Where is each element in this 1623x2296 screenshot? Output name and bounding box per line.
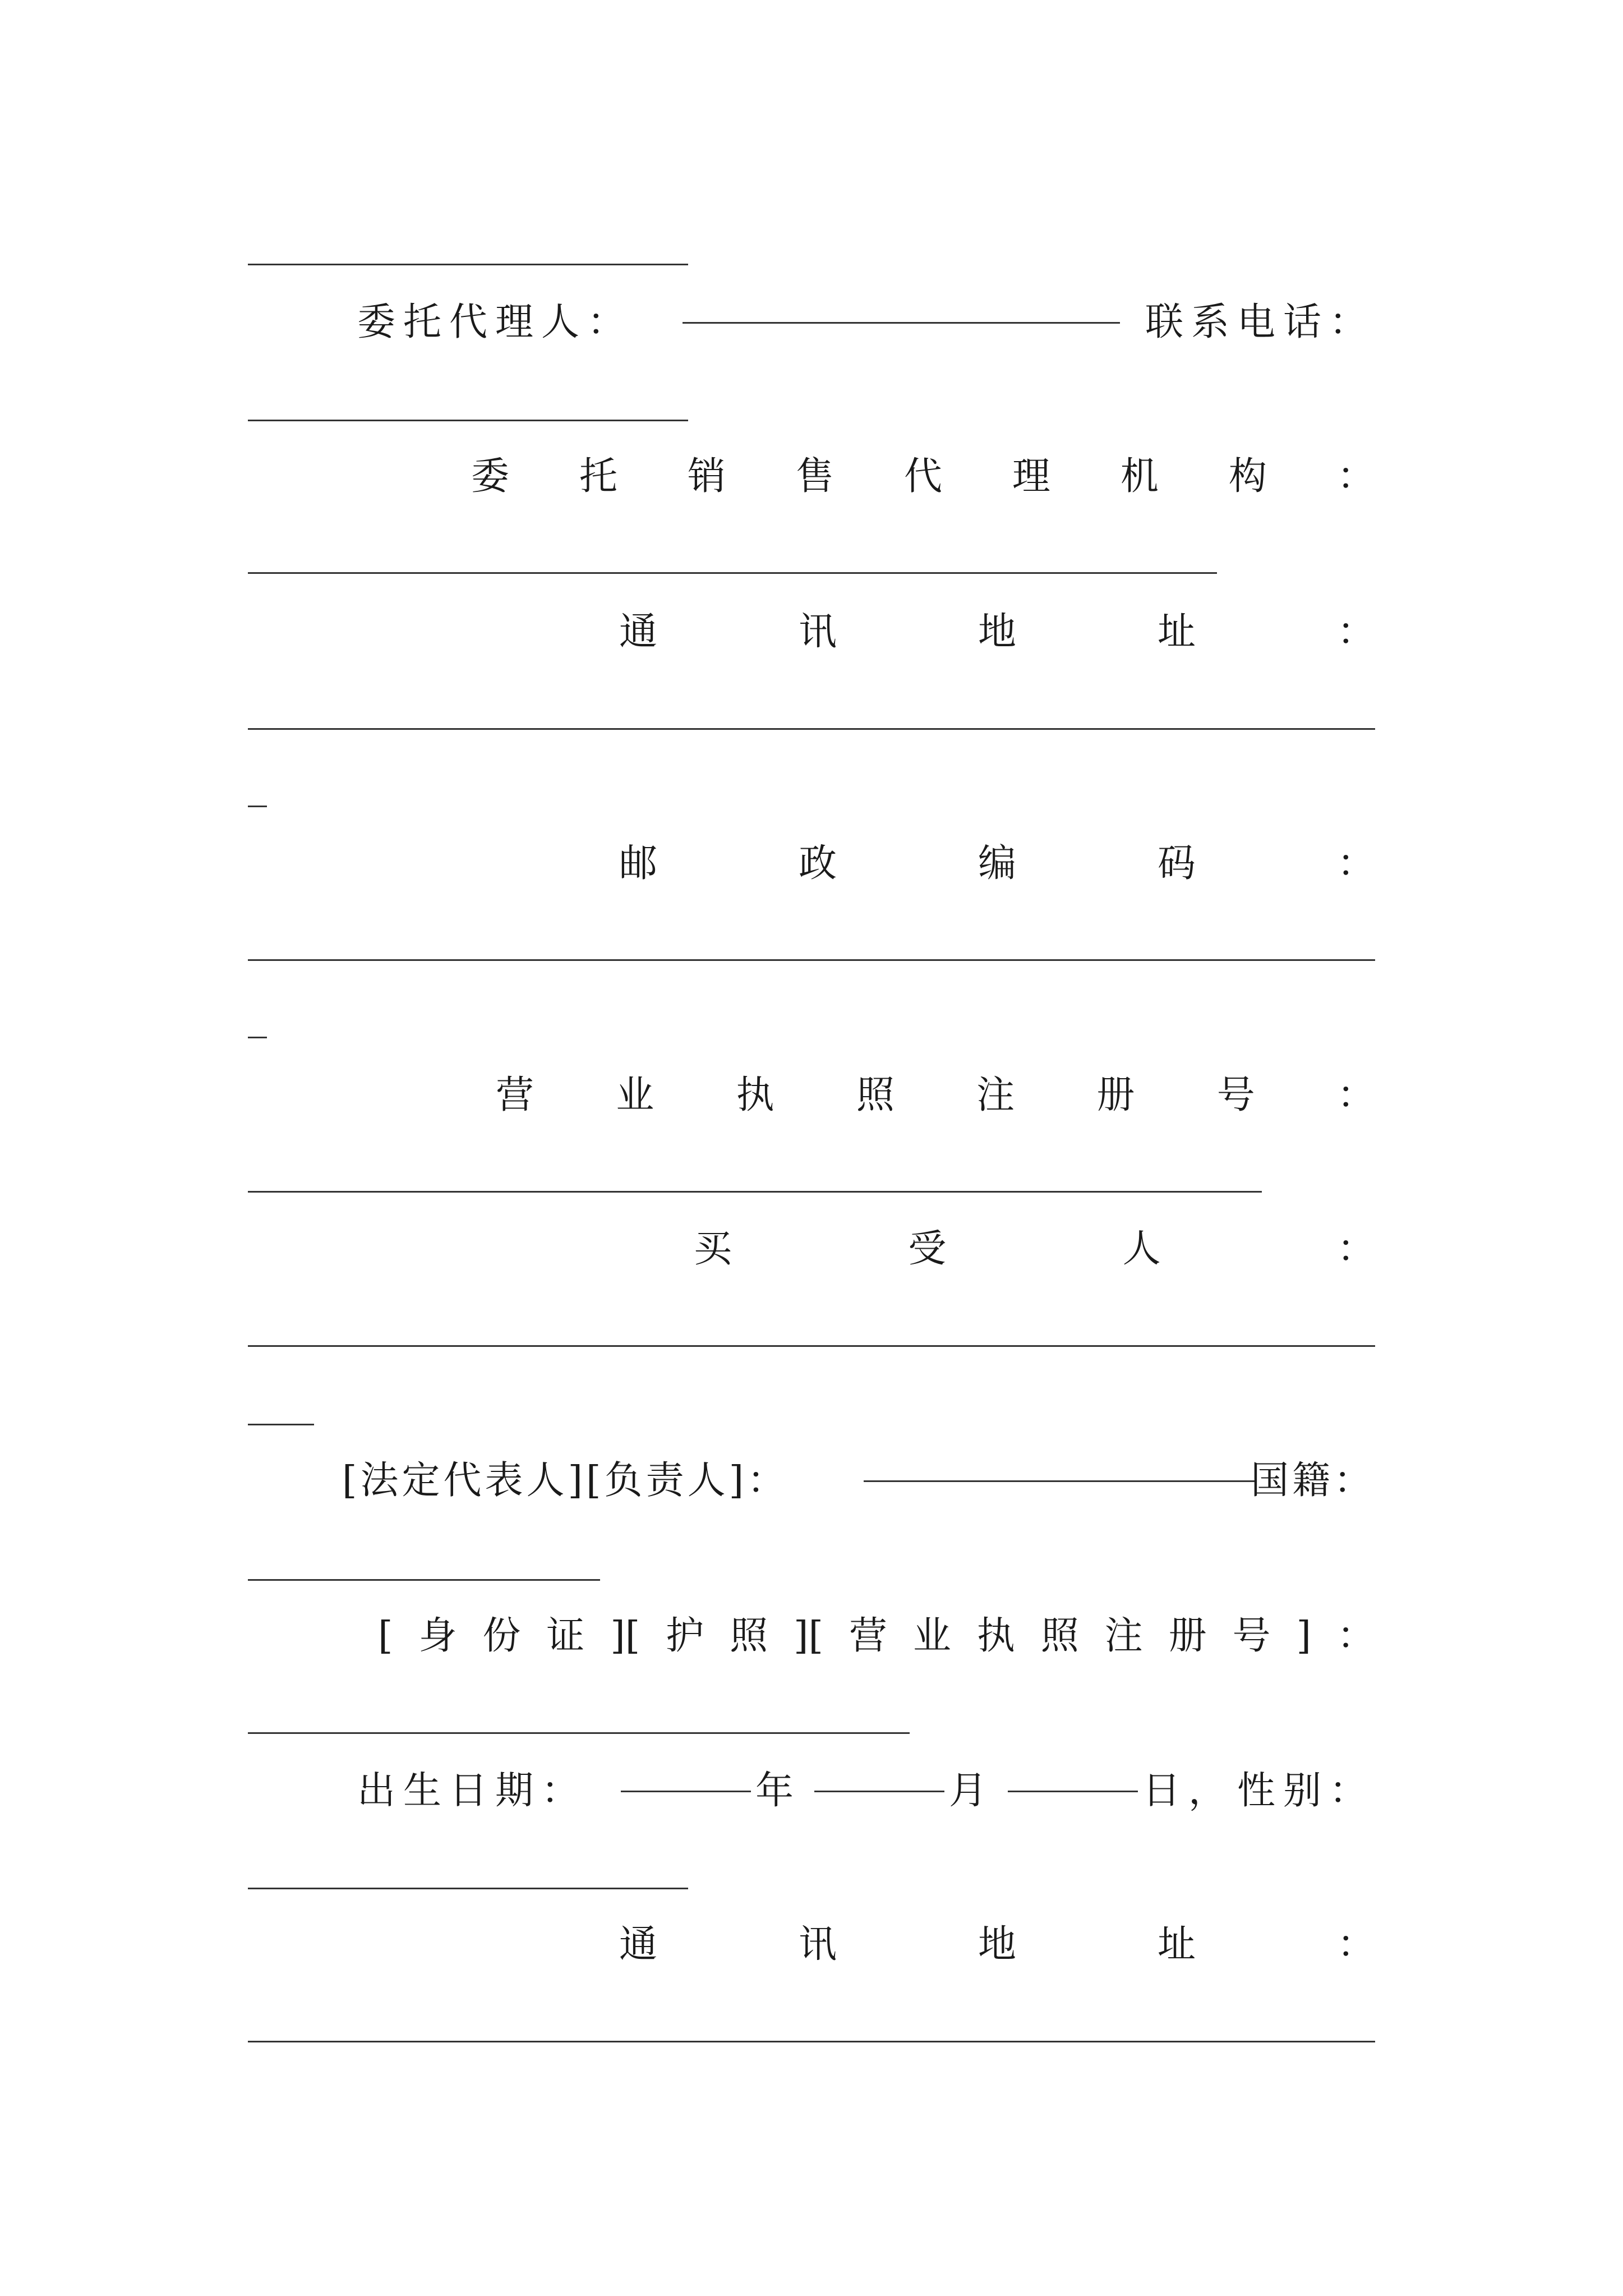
legal-rep-label: [法定代表人][负责人]： bbox=[342, 1458, 789, 1503]
license-number-label bbox=[496, 1065, 1375, 1126]
label-char: 讯 bbox=[798, 1922, 837, 1967]
blank-line bbox=[248, 2041, 1375, 2042]
label-char: 机 bbox=[1120, 454, 1159, 499]
birth-date-label: 出生日期： bbox=[357, 1769, 588, 1813]
label-char: 身 bbox=[418, 1614, 457, 1658]
buyer-label bbox=[694, 1218, 1375, 1280]
label-char: 代 bbox=[903, 454, 942, 499]
address-label bbox=[619, 601, 1375, 663]
label-char: 址 bbox=[1157, 1922, 1196, 1967]
label-char: 注 bbox=[1104, 1614, 1143, 1658]
birth-year-field[interactable] bbox=[621, 1757, 751, 1792]
blank-line bbox=[248, 1732, 910, 1734]
label-char: ： bbox=[1336, 1073, 1375, 1117]
blank-line bbox=[248, 1424, 314, 1425]
label-char: 照 bbox=[856, 1073, 895, 1117]
label-char: ] bbox=[1296, 1614, 1311, 1658]
label-char: [ bbox=[378, 1614, 393, 1658]
blank-line bbox=[248, 1345, 1375, 1347]
label-char: ： bbox=[1336, 1227, 1375, 1271]
label-char: 执 bbox=[736, 1073, 774, 1117]
birth-month-field[interactable] bbox=[814, 1757, 944, 1792]
gender-label: 性别： bbox=[1237, 1769, 1375, 1813]
label-char: 人 bbox=[1122, 1227, 1161, 1271]
label-char: 地 bbox=[978, 610, 1016, 654]
label-char: 册 bbox=[1168, 1614, 1207, 1658]
year-label: 年 bbox=[755, 1769, 802, 1813]
blank-line bbox=[248, 1579, 600, 1581]
label-char: 地 bbox=[978, 1922, 1016, 1967]
month-label: 月 bbox=[949, 1769, 995, 1813]
blank-line bbox=[248, 1191, 1262, 1193]
blank-line bbox=[248, 572, 1217, 574]
label-char: 号 bbox=[1232, 1614, 1271, 1658]
label-char: ： bbox=[1336, 1922, 1375, 1967]
label-char: 码 bbox=[1157, 841, 1196, 886]
blank-line bbox=[248, 728, 1375, 730]
label-char: 构 bbox=[1228, 454, 1267, 499]
agent-label: 委托代理人： bbox=[357, 300, 634, 344]
blank-line bbox=[248, 1037, 267, 1038]
label-char: 编 bbox=[978, 841, 1016, 886]
sales-agency-label bbox=[471, 446, 1375, 508]
label-char: 通 bbox=[619, 1922, 658, 1967]
blank-line bbox=[248, 806, 267, 807]
address-line bbox=[248, 601, 1375, 663]
blank-line bbox=[248, 1888, 688, 1889]
label-char: 执 bbox=[976, 1614, 1015, 1658]
label-char: 通 bbox=[619, 610, 658, 654]
label-char: 护 bbox=[666, 1614, 704, 1658]
birth-date-line bbox=[248, 1760, 1375, 1822]
label-char: 政 bbox=[798, 841, 837, 886]
label-char: 照 bbox=[730, 1614, 768, 1658]
blank-line bbox=[248, 264, 688, 265]
agent-phone-label: 联系电话： bbox=[1145, 300, 1375, 344]
sales-agency-line bbox=[248, 446, 1375, 508]
label-char: 委 bbox=[471, 454, 510, 499]
legal-rep-field[interactable] bbox=[864, 1447, 1256, 1482]
label-char: 讯 bbox=[798, 610, 837, 654]
label-char: 证 bbox=[546, 1614, 585, 1658]
label-char: 号 bbox=[1216, 1073, 1255, 1117]
blank-line bbox=[248, 420, 688, 421]
id-document-label bbox=[378, 1605, 1375, 1667]
buyer-line bbox=[248, 1218, 1375, 1280]
label-char: 业 bbox=[616, 1073, 654, 1117]
label-char: ： bbox=[1336, 610, 1375, 654]
label-char: 营 bbox=[849, 1614, 887, 1658]
label-char: ： bbox=[1336, 454, 1375, 499]
agent-line bbox=[248, 292, 1375, 353]
label-char: 册 bbox=[1096, 1073, 1135, 1117]
label-char: 托 bbox=[579, 454, 617, 499]
label-char: 售 bbox=[795, 454, 834, 499]
agent-field[interactable] bbox=[683, 288, 1120, 324]
label-char: ][ bbox=[610, 1614, 640, 1658]
label-char: 份 bbox=[482, 1614, 521, 1658]
label-char: 销 bbox=[687, 454, 726, 499]
id-document-line bbox=[248, 1605, 1375, 1667]
label-char: 邮 bbox=[619, 841, 658, 886]
legal-rep-line bbox=[248, 1450, 1375, 1512]
buyer-address-label bbox=[619, 1914, 1375, 1976]
postal-code-line bbox=[248, 833, 1375, 895]
birth-day-field[interactable] bbox=[1008, 1757, 1138, 1792]
label-char: ][ bbox=[794, 1614, 824, 1658]
label-char: 买 bbox=[694, 1227, 732, 1271]
nationality-label: 国籍： bbox=[1250, 1458, 1375, 1503]
buyer-address-line bbox=[248, 1914, 1375, 1976]
postal-code-label bbox=[619, 833, 1375, 895]
label-char: ： bbox=[1336, 841, 1375, 886]
label-char: 业 bbox=[912, 1614, 951, 1658]
day-label: 日， bbox=[1142, 1769, 1235, 1813]
label-char: 注 bbox=[976, 1073, 1015, 1117]
label-char: 理 bbox=[1012, 454, 1050, 499]
label-char: 照 bbox=[1040, 1614, 1079, 1658]
label-char: ： bbox=[1336, 1614, 1375, 1658]
label-char: 址 bbox=[1157, 610, 1196, 654]
label-char: 营 bbox=[496, 1073, 534, 1117]
license-number-line bbox=[248, 1065, 1375, 1126]
blank-line bbox=[248, 959, 1375, 961]
label-char: 受 bbox=[908, 1227, 947, 1271]
